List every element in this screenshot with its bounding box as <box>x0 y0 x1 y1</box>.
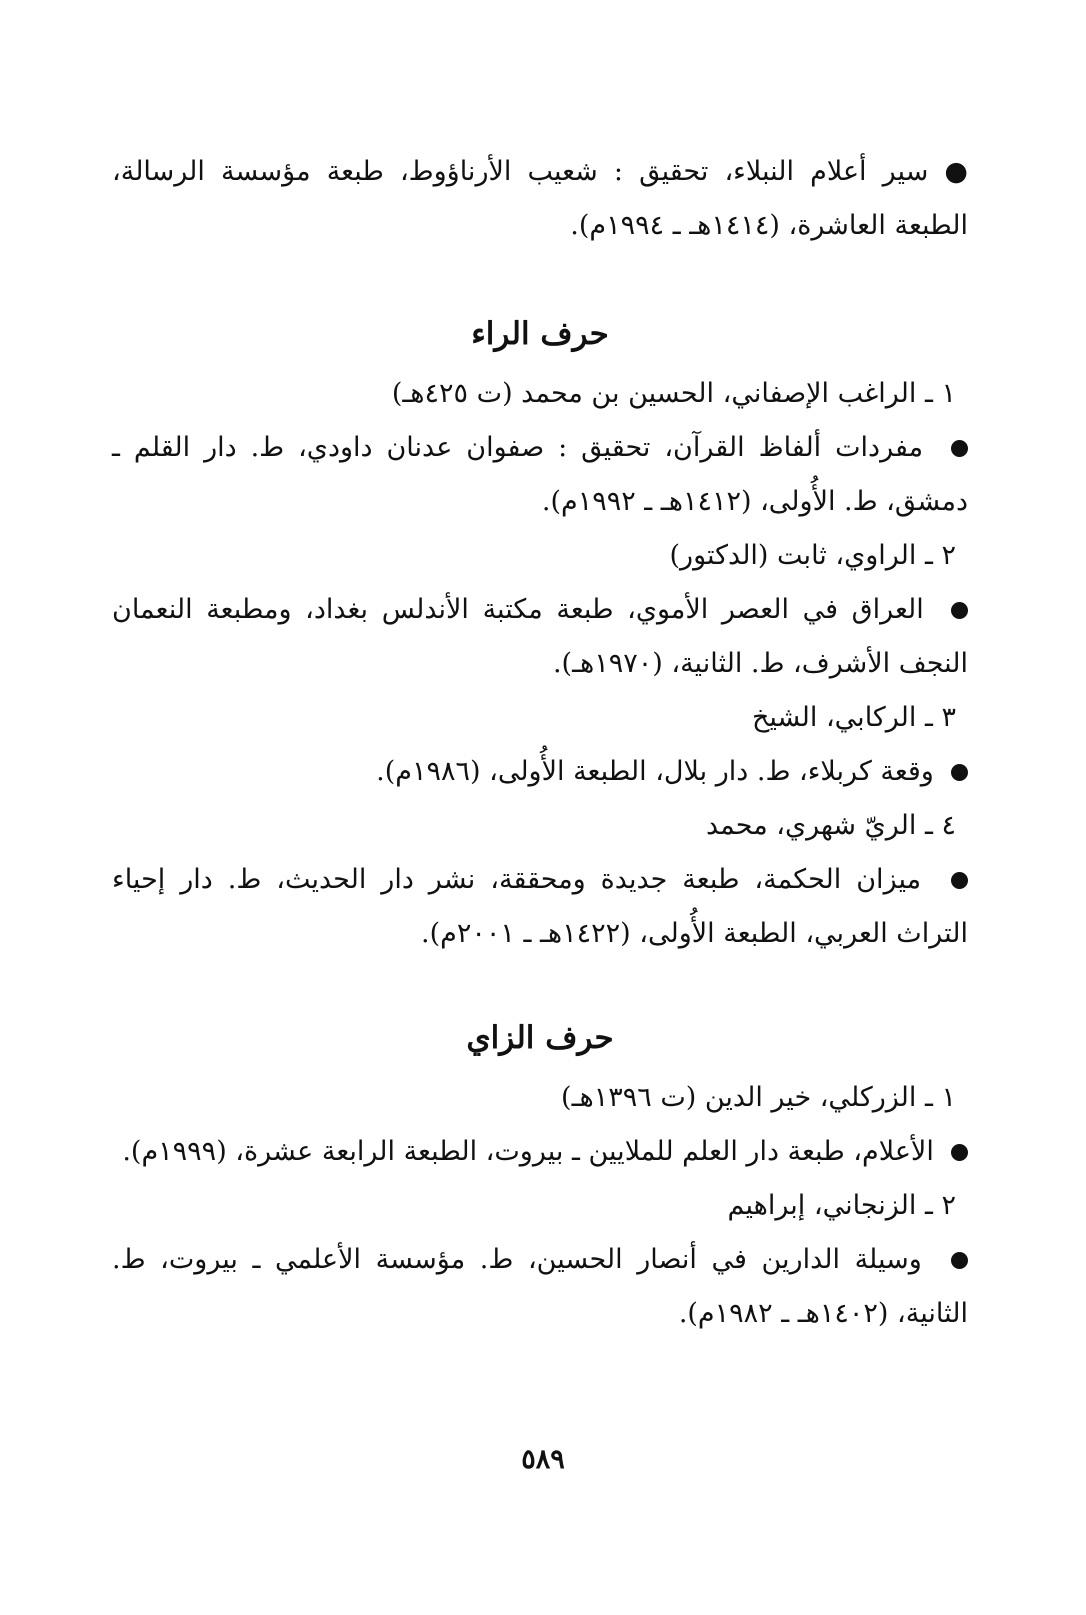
section-heading-zay: حرف الزاي <box>466 1020 614 1056</box>
work-text: وسيلة الدارين في أنصار الحسين، ط. مؤسسة الأعلمي ـ بيروت، ط. الثانية، (١٤٠٢هـ ـ ١٩٨٢م). <box>112 1244 968 1329</box>
section-heading-ra: حرف الراء <box>471 316 609 352</box>
work-entry <box>112 421 968 529</box>
author-entry: ٣ ـ الركابي، الشيخ <box>751 702 956 733</box>
work-entry <box>112 853 968 961</box>
author-entry: ٢ ـ الراوي، ثابت (الدكتور) <box>669 540 956 571</box>
work-text: مفردات ألفاظ القرآن، تحقيق : صفوان عدنان داودي، ط. دار القلم ـ دمشق، ط. الأُولى، (١٤١٢هـ ـ ١٩٩٢م). <box>112 432 968 517</box>
work-entry <box>112 1125 968 1179</box>
work-text: ميزان الحكمة، طبعة جديدة ومحققة، نشر دار الحديث، ط. دار إحياء التراث العربي، الطبعة الأُولى، (١٤٢٢هـ ـ ٢٠٠١م). <box>112 864 968 949</box>
bullet-icon <box>951 1252 968 1269</box>
work-entry <box>112 1233 968 1341</box>
work-entry <box>112 583 968 691</box>
page-number: ٥٨٩ <box>521 1444 565 1475</box>
work-text: وقعة كربلاء، ط. دار بلال، الطبعة الأُولى، (١٩٨٦م). <box>376 756 934 787</box>
bullet-icon <box>951 1144 968 1161</box>
work-text: العراق في العصر الأموي، طبعة مكتبة الأندلس بغداد، ومطبعة النعمان النجف الأشرف، ط. الثانية، (١٩٧٠هـ). <box>112 594 968 679</box>
author-entry: ١ ـ الزركلي، خير الدين (ت ١٣٩٦هـ) <box>561 1082 956 1113</box>
page-content <box>112 145 968 1341</box>
bullet-icon <box>951 764 968 781</box>
work-text: الأعلام، طبعة دار العلم للملايين ـ بيروت، الطبعة الرابعة عشرة، (١٩٩٩م). <box>122 1136 934 1167</box>
bullet-icon <box>951 872 968 889</box>
author-entry: ٤ ـ الريّ شهري، محمد <box>705 810 956 841</box>
intro-bullet-entry: ● سير أعلام النبلاء، تحقيق : شعيب الأرناؤوط، طبعة مؤسسة الرسالة، الطبعة العاشرة، (١٤١٤هـ ـ ١٩٩٤م). <box>112 156 968 241</box>
bullet-icon <box>951 602 968 619</box>
author-entry: ١ ـ الراغب الإصفاني، الحسين بن محمد (ت ٤٢٥هـ) <box>391 378 956 409</box>
work-entry <box>112 745 968 799</box>
author-entry: ٢ ـ الزنجاني، إبراهيم <box>727 1190 956 1221</box>
bullet-icon <box>951 440 968 457</box>
